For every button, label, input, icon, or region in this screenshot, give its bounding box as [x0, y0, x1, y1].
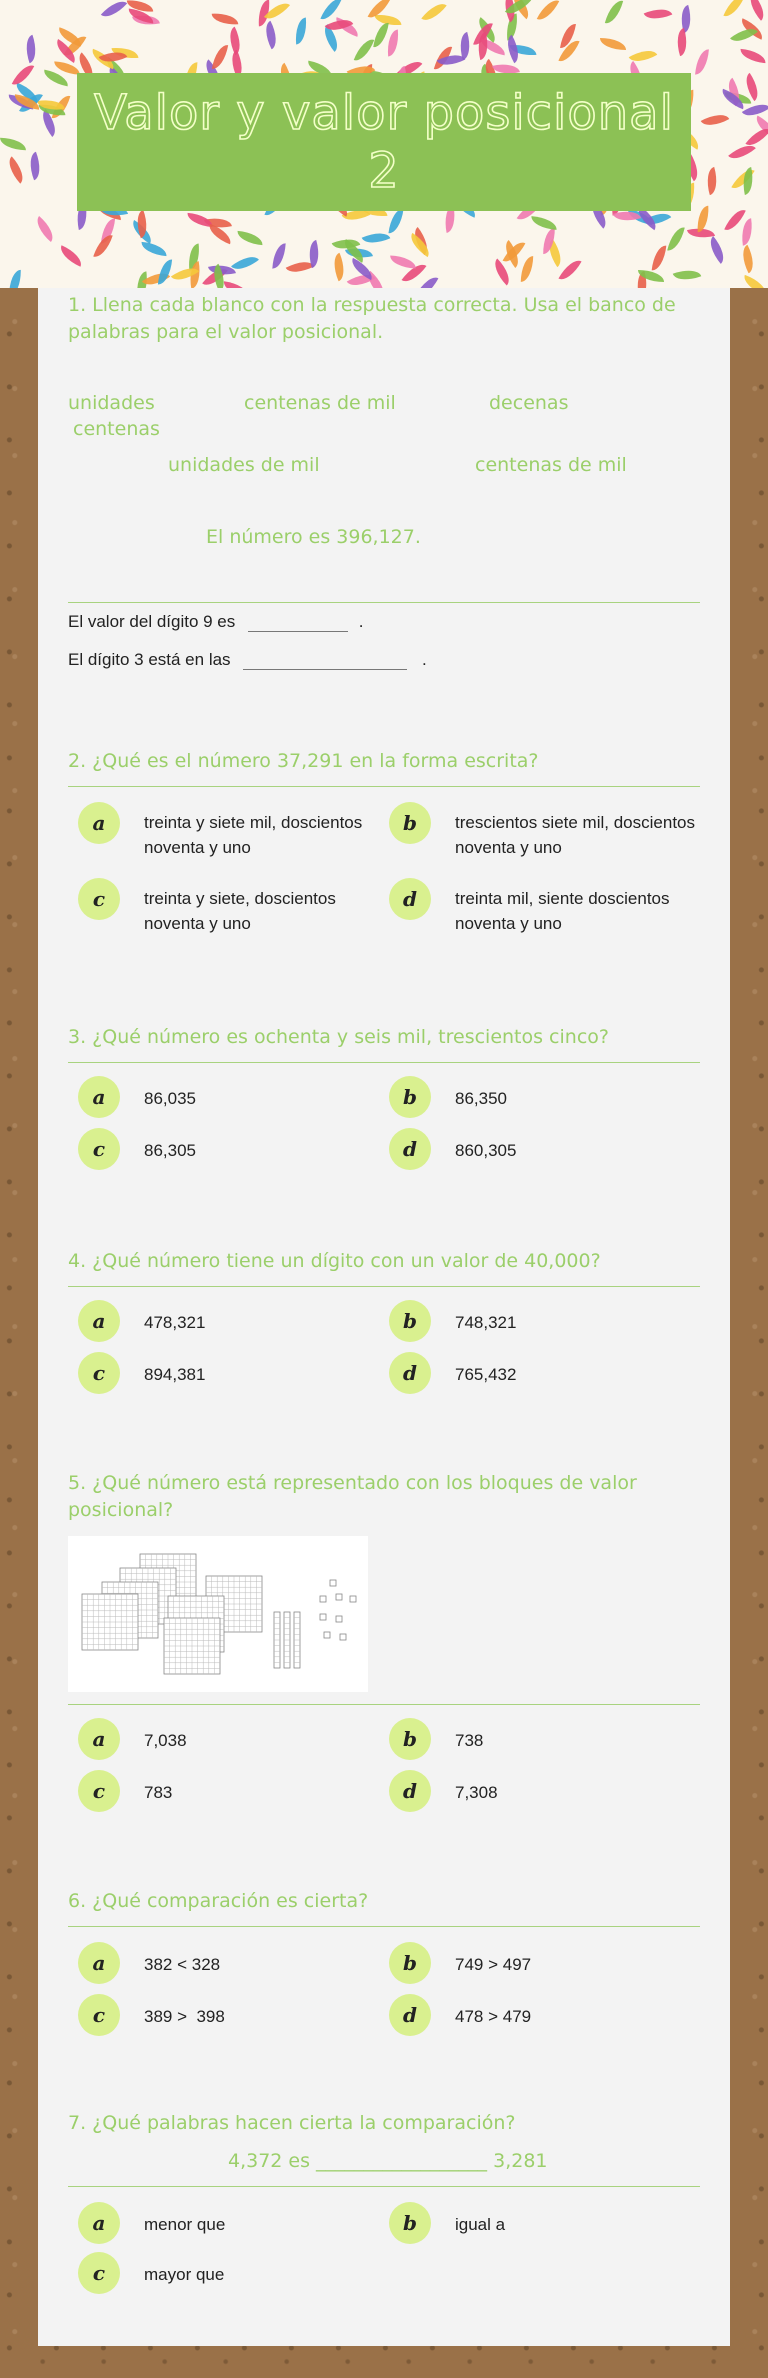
- option-badge-a[interactable]: a: [78, 1942, 120, 1984]
- leaf-decoration: [704, 236, 730, 264]
- period: .: [422, 650, 427, 669]
- ten-rod: [294, 1612, 300, 1668]
- option-text[interactable]: 894,381: [144, 1365, 206, 1384]
- one-cube: [320, 1596, 326, 1602]
- option-text[interactable]: treinta y siete, doscientos noventa y uno: [144, 889, 336, 933]
- leaf-decoration: [25, 152, 46, 181]
- divider: [68, 2186, 700, 2187]
- option-text[interactable]: 765,432: [455, 1365, 517, 1384]
- thousand-block: [164, 1618, 220, 1674]
- leaf-decoration: [260, 21, 282, 50]
- question-4-prompt: 4. ¿Qué número tiene un dígito con un valor de 40,000?: [68, 1250, 601, 1272]
- option-text[interactable]: 478 > 479: [455, 2007, 532, 2026]
- word-bank-item: centenas de mil: [475, 454, 627, 476]
- base-ten-blocks: [68, 1536, 368, 1692]
- divider: [68, 1286, 700, 1287]
- option-badge-c[interactable]: c: [78, 1352, 120, 1394]
- divider: [68, 1926, 700, 1927]
- leaf-decoration: [3, 156, 29, 183]
- place-value-blocks-image: [68, 1536, 368, 1692]
- leaf-decoration: [600, 38, 626, 50]
- option-text[interactable]: 748,321: [455, 1313, 517, 1332]
- leaf-decoration: [644, 3, 673, 24]
- leaf-decoration: [677, 5, 696, 33]
- option-badge-b[interactable]: b: [389, 1076, 431, 1118]
- leaf-decoration: [739, 218, 755, 245]
- option-text[interactable]: trescientos siete mil, doscientos noventa y uno: [455, 813, 695, 857]
- option-badge-b[interactable]: b: [389, 1718, 431, 1760]
- header-banner: [0, 0, 768, 288]
- answer-blank-1[interactable]: [248, 631, 348, 632]
- leaf-decoration: [212, 43, 228, 71]
- fill-line-1: [68, 612, 363, 632]
- option-text[interactable]: treinta y siete mil, doscientos noventa y uno: [144, 813, 363, 857]
- option-badge-d[interactable]: d: [389, 1352, 431, 1394]
- leaf-decoration: [386, 30, 400, 57]
- leaf-decoration: [9, 270, 21, 288]
- question-2-prompt: 2. ¿Qué es el número 37,291 en la forma escrita?: [68, 750, 539, 772]
- question-7-prompt: 7. ¿Qué palabras hacen cierta la comparación?: [68, 2112, 516, 2134]
- option-text[interactable]: 738: [455, 1731, 484, 1750]
- one-cube: [320, 1614, 326, 1620]
- option-text[interactable]: mayor que: [144, 2265, 225, 2284]
- option-text[interactable]: menor que: [144, 2215, 226, 2234]
- option-text[interactable]: 783: [144, 1783, 173, 1802]
- option-badge-b[interactable]: b: [389, 1942, 431, 1984]
- leaf-decoration: [652, 244, 667, 271]
- leaf-decoration: [141, 242, 168, 256]
- leaf-decoration: [740, 49, 767, 63]
- option-text[interactable]: 86,305: [144, 1141, 196, 1160]
- one-cube: [350, 1596, 356, 1602]
- option-text[interactable]: 86,035: [144, 1089, 196, 1108]
- option-badge-b[interactable]: b: [389, 802, 431, 844]
- leaf-decoration: [57, 245, 86, 267]
- thousand-block: [82, 1594, 138, 1650]
- answer-blank-2[interactable]: [243, 669, 407, 670]
- divider: [68, 1062, 700, 1063]
- leaf-decoration: [158, 259, 172, 286]
- ten-rod: [284, 1612, 290, 1668]
- one-cube: [340, 1634, 346, 1640]
- leaf-decoration: [744, 0, 768, 21]
- option-badge-c[interactable]: c: [78, 1128, 120, 1170]
- leaf-decoration: [421, 0, 446, 26]
- leaf-decoration: [373, 21, 389, 48]
- period: .: [358, 612, 364, 631]
- leaf-decoration: [31, 216, 58, 242]
- number-statement: El número es 396,127.: [206, 526, 421, 548]
- divider: [68, 602, 700, 603]
- option-text[interactable]: 382 < 328: [144, 1955, 221, 1974]
- option-badge-c[interactable]: c: [78, 1770, 120, 1812]
- word-bank-item: unidades de mil: [168, 454, 320, 476]
- leaf-decoration: [537, 0, 559, 24]
- option-badge-a[interactable]: a: [78, 1718, 120, 1760]
- leaf-decoration: [531, 216, 558, 230]
- question-6-prompt: 6. ¿Qué comparación es cierta?: [68, 1890, 369, 1912]
- leaf-decoration: [741, 275, 768, 288]
- leaf-decoration: [0, 138, 26, 150]
- one-cube: [336, 1616, 342, 1622]
- leaf-decoration: [222, 281, 249, 288]
- option-text[interactable]: 749 > 497: [455, 1955, 532, 1974]
- leaf-decoration: [695, 49, 709, 76]
- leaf-decoration: [521, 256, 533, 282]
- leaf-decoration: [673, 265, 702, 285]
- leaf-decoration: [272, 243, 285, 270]
- option-badge-b[interactable]: b: [389, 2202, 431, 2244]
- option-badge-a[interactable]: a: [78, 2202, 120, 2244]
- leaf-decoration: [558, 256, 581, 285]
- question-3-prompt: 3. ¿Qué número es ochenta y seis mil, trescientos cinco?: [68, 1026, 609, 1048]
- leaf-decoration: [362, 227, 391, 249]
- fill-line-2-label: El dígito 3 está en las: [68, 650, 231, 669]
- leaf-decoration: [701, 108, 730, 131]
- leaf-decoration: [696, 206, 709, 233]
- leaf-decoration: [737, 245, 759, 274]
- option-badge-c[interactable]: c: [78, 1994, 120, 2036]
- leaf-decoration: [388, 207, 403, 234]
- leaf-decoration: [390, 256, 416, 269]
- option-text[interactable]: 7,308: [455, 1783, 498, 1802]
- question-5-prompt: 5. ¿Qué número está representado con los bloques de valor posicional?: [68, 1472, 637, 1521]
- leaf-decoration: [294, 18, 308, 45]
- leaf-decoration: [667, 225, 685, 253]
- ten-rod: [274, 1612, 280, 1668]
- comparison-statement: 4,372 es __________________ 3,281: [228, 2150, 548, 2172]
- leaf-decoration: [354, 36, 375, 65]
- option-text[interactable]: 7,038: [144, 1731, 187, 1750]
- leaf-decoration: [21, 35, 41, 63]
- title-box: [77, 73, 691, 211]
- word-bank-item: centenas: [73, 418, 160, 440]
- leaf-decoration: [703, 167, 722, 195]
- option-text[interactable]: treinta mil, siente doscientos noventa y uno: [455, 889, 670, 933]
- word-bank-item: decenas: [489, 392, 569, 414]
- worksheet-card: [38, 288, 730, 2346]
- leaf-decoration: [723, 0, 744, 20]
- option-text[interactable]: 389 > 398: [144, 2007, 225, 2026]
- leaf-decoration: [672, 28, 691, 56]
- option-badge-a[interactable]: a: [78, 802, 120, 844]
- leaf-decoration: [212, 12, 239, 25]
- option-text[interactable]: 478,321: [144, 1313, 206, 1332]
- page-title: Valor y valor posicional 2: [94, 85, 674, 199]
- leaf-decoration: [416, 273, 439, 288]
- one-cube: [324, 1632, 330, 1638]
- option-badge-d[interactable]: d: [389, 1994, 431, 2036]
- option-badge-d[interactable]: d: [389, 1770, 431, 1812]
- option-text[interactable]: 860,305: [455, 1141, 517, 1160]
- fill-line-1-label: El valor del dígito 9 es: [68, 612, 236, 631]
- leaf-decoration: [101, 0, 127, 23]
- option-badge-d[interactable]: d: [389, 1128, 431, 1170]
- option-text[interactable]: 86,350: [455, 1089, 507, 1108]
- option-badge-b[interactable]: b: [389, 1300, 431, 1342]
- option-badge-c[interactable]: c: [78, 878, 120, 920]
- leaf-decoration: [605, 0, 623, 26]
- option-badge-a[interactable]: a: [78, 1076, 120, 1118]
- fill-line-2: [68, 650, 427, 670]
- leaf-decoration: [237, 231, 264, 245]
- option-text[interactable]: igual a: [455, 2215, 506, 2234]
- option-badge-c[interactable]: c: [78, 2252, 120, 2294]
- option-badge-d[interactable]: d: [389, 878, 431, 920]
- word-bank-item: unidades: [68, 392, 155, 414]
- question-1-prompt: 1. Llena cada blanco con la respuesta correcta. Usa el banco de palabras para el valor posicional.: [68, 294, 676, 343]
- one-cube: [330, 1580, 336, 1586]
- leaf-decoration: [328, 253, 349, 282]
- divider: [68, 786, 700, 787]
- one-cube: [336, 1594, 342, 1600]
- divider: [68, 1704, 700, 1705]
- word-bank-item: centenas de mil: [244, 392, 396, 414]
- option-badge-a[interactable]: a: [78, 1300, 120, 1342]
